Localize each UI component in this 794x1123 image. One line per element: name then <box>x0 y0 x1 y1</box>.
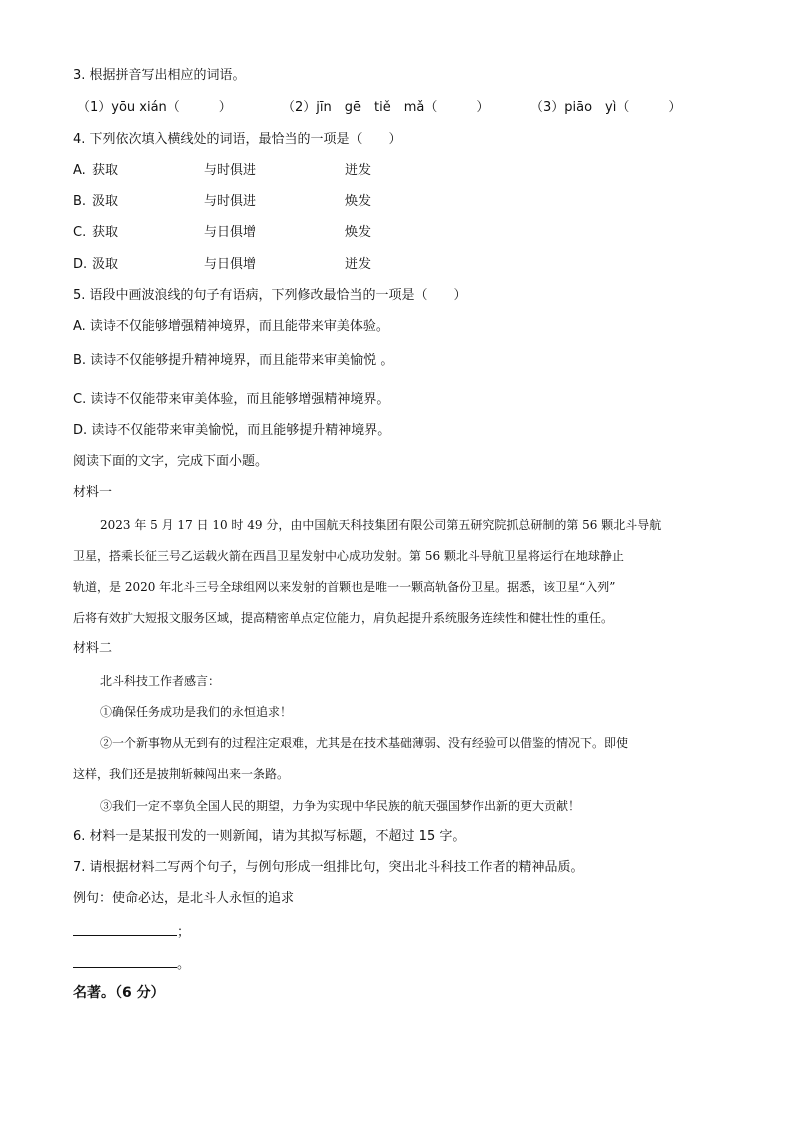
q4-option-word3: 焕发 <box>345 225 372 240</box>
q6-stem: 6. 材料一是某报刊发的一则新闻，请为其拟写标题，不超过 15 字。 <box>73 829 466 844</box>
q7-answer-line-2[interactable] <box>73 953 190 974</box>
q4-option-letter: C. <box>73 225 87 240</box>
q4-option-word2: 与日俱增 <box>204 257 257 272</box>
q4-option-word3: 焕发 <box>345 194 372 209</box>
q4-option-word3: 迸发 <box>345 163 372 178</box>
q3-item-2: （2）jīn gē tiě mǎ（ ） <box>282 100 490 115</box>
q4-option-word2: 与时俱进 <box>204 163 257 178</box>
q4-option-letter: D. <box>73 257 88 272</box>
q5-option-a: A. 读诗不仅能够增强精神境界，而且能带来审美体验。 <box>73 319 389 334</box>
material-2-sentence-2a: ②一个新事物从无到有的过程注定艰难，尤其是在技术基础薄弱、没有经验可以借鉴的情况下。即使 <box>100 736 629 750</box>
q4-option-word1: 汲取 <box>92 257 119 272</box>
q7-end-mark-1: ； <box>177 925 191 940</box>
q4-option-word1: 获取 <box>92 163 119 178</box>
q5-option-c: C. 读诗不仅能带来审美体验，而且能够增强精神境界。 <box>73 392 390 407</box>
q4-option-word2: 与时俱进 <box>204 194 257 209</box>
q4-option-word1: 汲取 <box>92 194 119 209</box>
q4-option-letter: A. <box>73 163 86 178</box>
material-1-line: 2023 年 5 月 17 日 10 时 49 分，由中国航天科技集团有限公司第五研究院抓总研制的第 56 颗北斗导航 <box>100 518 662 532</box>
material-2-sentence-3: ③我们一定不辜负全国人民的期望，力争为实现中华民族的航天强国梦作出新的更大贡献！ <box>100 799 581 813</box>
q3-item-3: （3）piāo yì（ ） <box>530 100 682 115</box>
q7-answer-line-1[interactable] <box>73 921 190 942</box>
material-1-title: 材料一 <box>73 485 113 500</box>
material-2-intro: 北斗科技工作者感言： <box>100 674 221 688</box>
q4-option-letter: B. <box>73 194 87 209</box>
q7-example: 例句：使命必达，是北斗人永恒的追求 <box>73 891 295 906</box>
section-title: 名著。（6 分） <box>73 985 165 1001</box>
answer-blank[interactable] <box>73 921 177 936</box>
q3-stem: 3. 根据拼音写出相应的词语。 <box>73 68 246 83</box>
material-1-line: 卫星，搭乘长征三号乙运载火箭在西昌卫星发射中心成功发射。第 56 颗北斗导航卫星将运行在地球静止 <box>73 549 624 563</box>
material-2-title: 材料二 <box>73 641 113 656</box>
q5-option-b: B. 读诗不仅能够提升精神境界，而且能带来审美愉悦 。 <box>73 353 394 368</box>
reading-intro: 阅读下面的文字，完成下面小题。 <box>73 454 269 469</box>
q3-item-1: （1）yōu xián（ ） <box>77 100 232 115</box>
q4-option-word1: 获取 <box>92 225 119 240</box>
material-1-line: 轨道，是 2020 年北斗三号全球组网以来发射的首颗也是唯一一颗高轨备份卫星。据悉，该卫星“入列” <box>73 580 616 594</box>
q4-stem: 4. 下列依次填入横线处的词语，最恰当的一项是（ ） <box>73 132 402 147</box>
q4-option-word3: 迸发 <box>345 257 372 272</box>
material-2-sentence-1: ①确保任务成功是我们的永恒追求！ <box>100 705 293 719</box>
answer-blank[interactable] <box>73 953 177 968</box>
q7-end-mark-2: 。 <box>177 957 191 972</box>
q5-option-d: D. 读诗不仅能带来审美愉悦，而且能够提升精神境界。 <box>73 423 391 438</box>
material-1-line: 后将有效扩大短报文服务区域，提高精密单点定位能力，肩负起提升系统服务连续性和健壮性的重任。 <box>73 611 614 625</box>
q7-stem: 7. 请根据材料二写两个句子，与例句形成一组排比句，突出北斗科技工作者的精神品质。 <box>73 860 584 875</box>
material-2-sentence-2b: 这样，我们还是披荆斩棘闯出来一条路。 <box>73 767 290 781</box>
q4-option-word2: 与日俱增 <box>204 225 257 240</box>
q5-stem: 5. 语段中画波浪线的句子有语病，下列修改最恰当的一项是（ ） <box>73 288 467 303</box>
